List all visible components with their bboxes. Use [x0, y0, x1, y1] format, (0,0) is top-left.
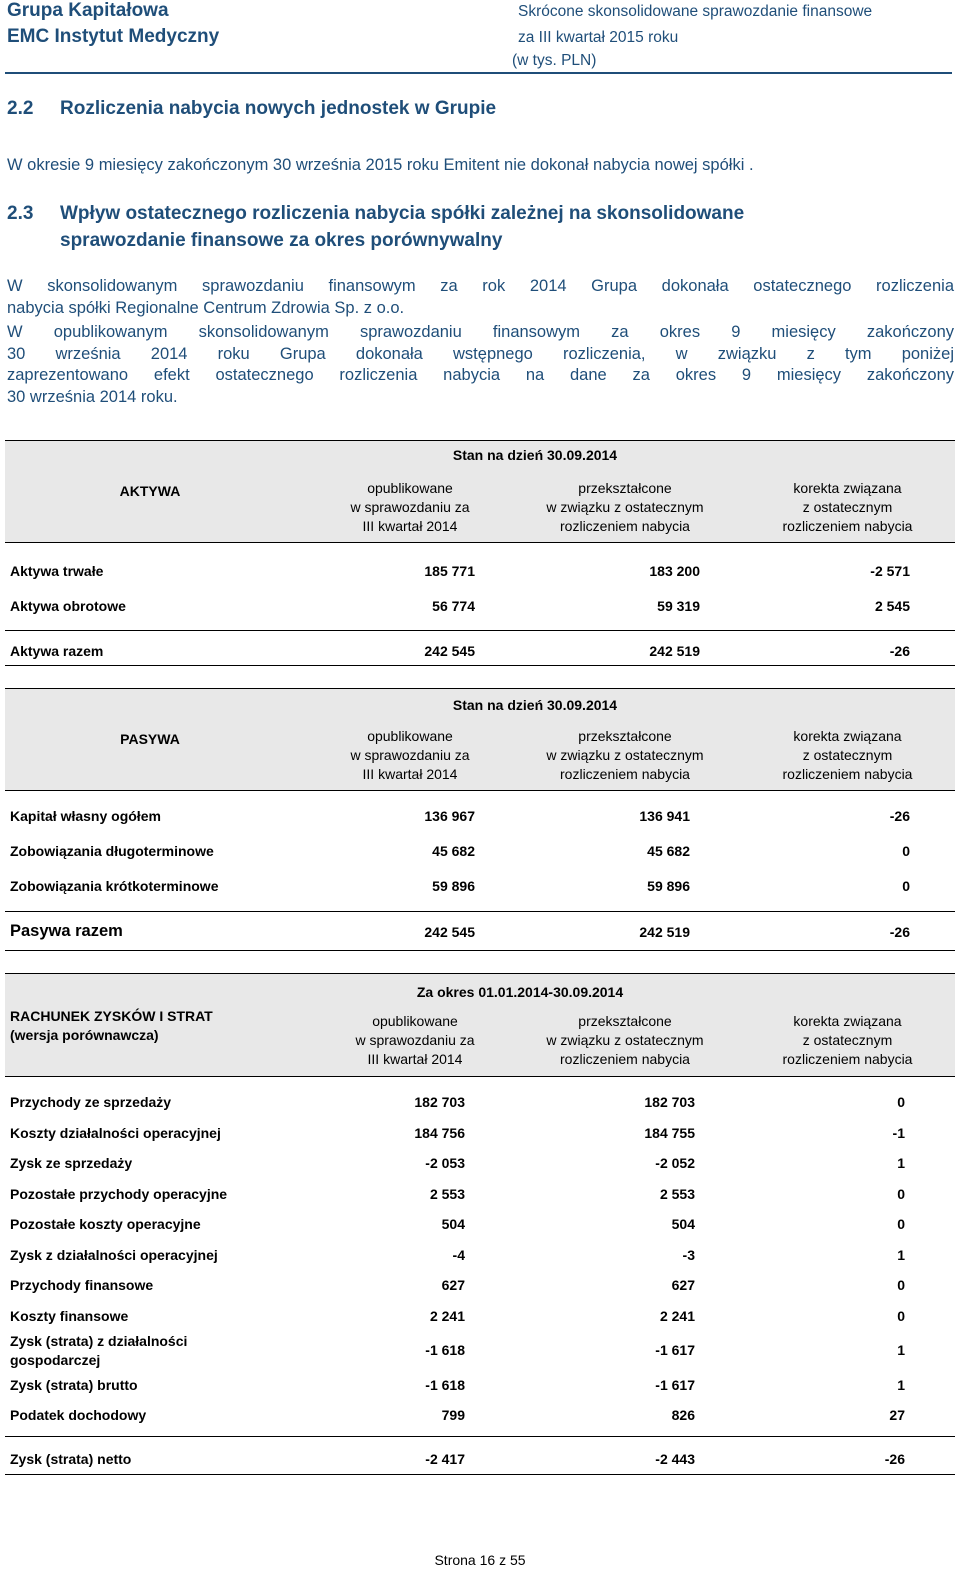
row-label: Zobowiązania krótkoterminowe	[10, 878, 219, 894]
header-divider	[5, 1076, 955, 1077]
value-published: 56 774	[432, 598, 475, 614]
value-adjustment: 0	[897, 1186, 905, 1202]
period-label: Stan na dzień 30.09.2014	[452, 447, 618, 463]
header-line: rozliczeniem nabycia	[782, 1051, 913, 1067]
total-label: Pasywa razem	[10, 922, 123, 940]
total-label: Zysk (strata) netto	[10, 1451, 132, 1467]
section-2-3-paragraph-2	[7, 322, 954, 408]
header-line: III kwartał 2014	[367, 1051, 463, 1067]
section-title-line2: sprawozdanie finansowe za okres porównywalny	[60, 230, 503, 251]
value-restated: 2 241	[659, 1308, 695, 1324]
row-label: Pozostałe koszty operacyjne	[10, 1216, 201, 1232]
value-adjustment: 1	[897, 1155, 905, 1171]
period-label: Stan na dzień 30.09.2014	[452, 697, 618, 713]
value-published: -1 618	[425, 1342, 465, 1358]
column-header-restated	[515, 479, 735, 536]
table-title-line: RACHUNEK ZYSKÓW I STRAT	[10, 1008, 213, 1024]
row-label-line: gospodarczej	[10, 1352, 101, 1368]
column-header-published	[310, 1012, 520, 1069]
value-published: 136 967	[424, 808, 475, 824]
column-header-restated	[515, 1012, 735, 1069]
pasywa-table	[5, 688, 955, 951]
value-restated: 2 553	[659, 1186, 695, 1202]
paragraph-line: 30 września 2014 roku.	[7, 387, 178, 406]
header-line: opublikowane	[367, 728, 453, 744]
total-divider	[5, 1436, 955, 1437]
column-header-adjustment	[740, 1012, 955, 1069]
value-published: 242 545	[424, 643, 475, 659]
value-published: -2 053	[425, 1155, 465, 1171]
value-published: 799	[441, 1407, 465, 1423]
value-restated: -1 617	[655, 1377, 695, 1393]
value-adjustment: 0	[902, 878, 910, 894]
value-restated: 45 682	[647, 843, 690, 859]
header-divider	[5, 790, 955, 791]
row-label: Zobowiązania długoterminowe	[10, 843, 214, 859]
row-label: Zysk ze sprzedaży	[10, 1155, 133, 1171]
column-header-adjustment	[740, 727, 955, 784]
section-number: 2.3	[7, 203, 34, 224]
paragraph-line: zaprezentowano efekt ostatecznego rozliczenia nabycia na dane za okres 9 miesięcy zakończony	[7, 366, 954, 384]
section-number: 2.2	[7, 98, 34, 119]
value-adjustment: 0	[902, 843, 910, 859]
company-name-2: EMC Instytut Medyczny	[7, 26, 220, 47]
value-published: 504	[441, 1216, 465, 1232]
value-restated: -2 443	[655, 1451, 695, 1467]
value-restated: 182 703	[644, 1094, 695, 1110]
value-published: 182 703	[414, 1094, 465, 1110]
paragraph-line: nabycia spółki Regionalne Centrum Zdrowia Sp. z o.o.	[7, 298, 405, 317]
column-header-restated	[515, 727, 735, 784]
header-line: III kwartał 2014	[362, 518, 458, 534]
table-bottom-rule	[5, 950, 955, 951]
header-line: przekształcone	[578, 1013, 672, 1029]
total-divider	[5, 911, 955, 912]
value-published: -1 618	[425, 1377, 465, 1393]
row-label: Podatek dochodowy	[10, 1407, 147, 1423]
value-restated: -1 617	[655, 1342, 695, 1358]
header-divider	[5, 542, 955, 543]
header-line: w sprawozdaniu za	[350, 499, 470, 515]
value-published: -2 417	[425, 1451, 465, 1467]
value-adjustment: 0	[897, 1094, 905, 1110]
header-line: w związku z ostatecznym	[546, 499, 704, 515]
row-label: Kapitał własny ogółem	[10, 808, 161, 824]
value-adjustment: 2 545	[874, 598, 910, 614]
value-published: 2 553	[429, 1186, 465, 1202]
total-divider	[5, 630, 955, 631]
value-published: 2 241	[429, 1308, 465, 1324]
value-published: 59 896	[432, 878, 475, 894]
total-label: Aktywa razem	[10, 643, 104, 659]
value-restated: 826	[671, 1407, 695, 1423]
page-number: Strona 16 z 55	[434, 1552, 526, 1568]
value-adjustment: -26	[889, 808, 910, 824]
value-adjustment: -26	[889, 643, 910, 659]
header-line: opublikowane	[367, 480, 453, 496]
header-line: korekta związana	[793, 1013, 902, 1029]
value-published: -4	[452, 1247, 465, 1263]
value-adjustment: -1	[892, 1125, 905, 1141]
value-published: 45 682	[432, 843, 475, 859]
row-label: Koszty działalności operacyjnej	[10, 1125, 221, 1141]
header-line: w sprawozdaniu za	[350, 747, 470, 763]
paragraph-line: W skonsolidowanym sprawozdaniu finansowym za rok 2014 Grupa dokonała ostatecznego rozliczenia	[7, 277, 954, 295]
header-line: korekta związana	[793, 480, 902, 496]
aktywa-table	[5, 440, 955, 666]
header-line: z ostatecznym	[802, 1032, 893, 1048]
value-published: 184 756	[414, 1125, 465, 1141]
header-line: przekształcone	[578, 480, 672, 496]
income-statement-table	[5, 973, 955, 1482]
header-line: opublikowane	[372, 1013, 458, 1029]
column-header-published	[305, 727, 515, 784]
period-label: Za okres 01.01.2014-30.09.2014	[416, 984, 624, 1000]
header-line: z ostatecznym	[802, 747, 893, 763]
report-unit: (w tys. PLN)	[512, 52, 597, 69]
value-restated: 136 941	[639, 808, 690, 824]
header-line: korekta związana	[793, 728, 902, 744]
table-title: PASYWA	[120, 731, 180, 747]
column-header-published	[305, 479, 515, 536]
value-adjustment: 0	[897, 1216, 905, 1232]
paragraph-line: W opublikowanym skonsolidowanym sprawozdaniu finansowym za okres 9 miesięcy zakończony	[7, 323, 954, 341]
value-published: 242 545	[424, 924, 475, 940]
report-period: za III kwartał 2015 roku	[518, 29, 679, 46]
value-adjustment: -26	[889, 924, 910, 940]
value-restated: 242 519	[649, 643, 700, 659]
section-2-3-paragraph-1	[7, 276, 954, 319]
value-adjustment: 27	[889, 1407, 905, 1423]
value-restated: -3	[682, 1247, 695, 1263]
table-title	[10, 1007, 310, 1045]
header-line: rozliczeniem nabycia	[560, 1051, 690, 1067]
section-title-line1: Wpływ ostatecznego rozliczenia nabycia spółki zależnej na skonsolidowane	[60, 203, 745, 224]
row-label: Zysk (strata) brutto	[10, 1377, 138, 1393]
value-restated: 242 519	[639, 924, 690, 940]
value-adjustment: -2 571	[870, 563, 910, 579]
value-adjustment: 1	[897, 1247, 905, 1263]
table-bottom-rule	[5, 665, 955, 666]
header-line: przekształcone	[578, 728, 672, 744]
section-title: Rozliczenia nabycia nowych jednostek w Grupie	[60, 98, 497, 119]
row-label: Zysk z działalności operacyjnej	[10, 1247, 218, 1263]
row-label: Aktywa trwałe	[10, 563, 104, 579]
header-line: rozliczeniem nabycia	[560, 766, 690, 782]
value-restated: 59 896	[647, 878, 690, 894]
value-adjustment: 1	[897, 1377, 905, 1393]
row-label: Koszty finansowe	[10, 1308, 129, 1324]
paragraph-line: 30 września 2014 roku Grupa dokonała wstępnego rozliczenia, w związku z tym poniżej	[7, 344, 954, 363]
header-line: III kwartał 2014	[362, 766, 458, 782]
table-title: AKTYWA	[119, 483, 181, 499]
row-label-line: Zysk (strata) z działalności	[10, 1333, 188, 1349]
value-restated: 183 200	[649, 563, 700, 579]
row-label: Przychody finansowe	[10, 1277, 154, 1293]
value-restated: 504	[671, 1216, 695, 1232]
table-table-subtitle: (wersja porównawcza)	[10, 1027, 159, 1043]
header-line: w sprawozdaniu za	[355, 1032, 475, 1048]
header-line: rozliczeniem nabycia	[782, 766, 913, 782]
value-adjustment: 0	[897, 1277, 905, 1293]
section-2-2-text: W okresie 9 miesięcy zakończonym 30 września 2015 roku Emitent nie dokonał nabycia nowej spółki .	[7, 156, 754, 174]
value-adjustment: 1	[897, 1342, 905, 1358]
value-adjustment: -26	[884, 1451, 905, 1467]
header-line: w związku z ostatecznym	[546, 747, 704, 763]
row-label: Przychody ze sprzedaży	[10, 1094, 172, 1110]
header-line: w związku z ostatecznym	[546, 1032, 704, 1048]
header-rule	[5, 72, 952, 74]
column-header-adjustment	[740, 479, 955, 536]
header-line: z ostatecznym	[802, 499, 893, 515]
value-published: 185 771	[424, 563, 475, 579]
report-title: Skrócone skonsolidowane sprawozdanie finansowe	[518, 3, 873, 20]
table-bottom-rule	[5, 1474, 955, 1475]
row-label: Pozostałe przychody operacyjne	[10, 1186, 228, 1202]
row-label: Aktywa obrotowe	[10, 598, 126, 614]
header-line: rozliczeniem nabycia	[560, 518, 690, 534]
value-adjustment: 0	[897, 1308, 905, 1324]
company-name: Grupa Kapitałowa	[7, 0, 169, 21]
value-restated: 184 755	[644, 1125, 695, 1141]
section-2-3-heading	[7, 200, 907, 254]
row-label	[10, 1332, 187, 1370]
section-2-2-heading	[7, 95, 496, 122]
value-restated: 627	[671, 1277, 695, 1293]
value-restated: -2 052	[655, 1155, 695, 1171]
header-line: rozliczeniem nabycia	[782, 518, 913, 534]
value-restated: 59 319	[657, 598, 700, 614]
value-published: 627	[441, 1277, 465, 1293]
